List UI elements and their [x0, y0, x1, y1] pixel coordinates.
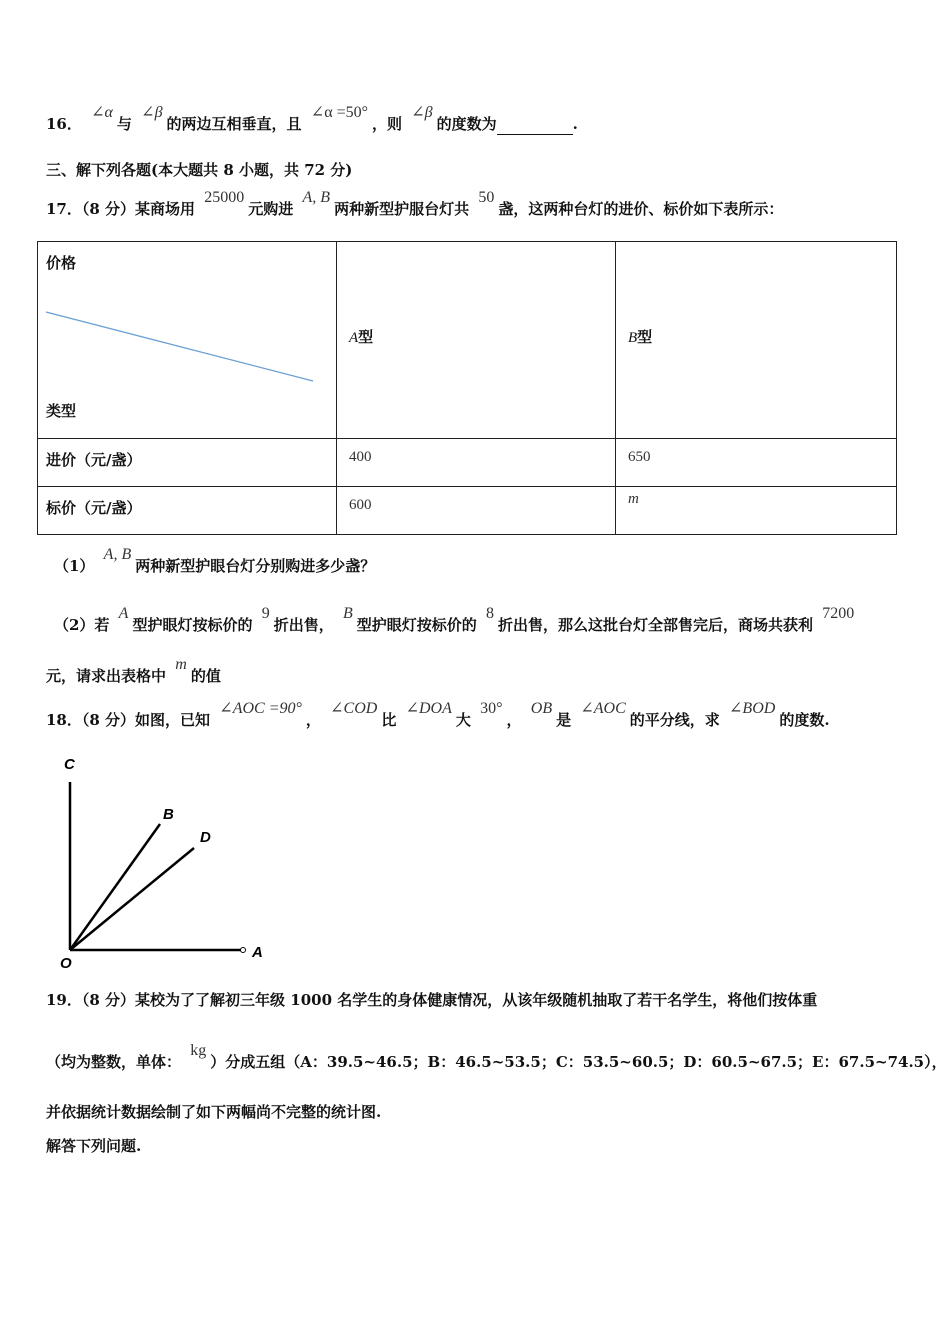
q17-part2-cont: 元，请求出表格中 m的值: [46, 656, 221, 685]
row-label-cost: 进价（元/盏）: [38, 439, 337, 487]
question-19-line1: 19．（8 分）某校为了了解初三年级 1000 名学生的身体健康情况，从该年级随机抽取了若干名学生，将他们按体重: [46, 991, 818, 1009]
cell-price-b: m: [616, 487, 897, 535]
angle-figure: [55, 752, 275, 977]
answer-blank: [497, 120, 573, 135]
point-a: [241, 948, 246, 953]
row-label-price: 标价（元/盏）: [38, 487, 337, 535]
q17-part2: （2）若 A型护眼灯按标价的 9折出售， B型护眼灯按标价的 8折出售，那么这批台灯全部售完后，商场共获利 7200: [54, 605, 855, 634]
question-19-line3: 并依据统计数据绘制了如下两幅尚不完整的统计图.: [46, 1103, 382, 1121]
angle-alpha: ∠α: [91, 104, 113, 121]
angle-beta-2: ∠β: [411, 104, 433, 121]
label-a: A: [252, 944, 263, 961]
question-17: 17．（8 分）某商场用 25000元购进 A, B两种新型护服台灯共 50盏，这两种台灯的进价、标价如下表所示：: [46, 189, 784, 218]
label-c: C: [64, 756, 75, 773]
section-heading: 三、解下列各题(本大题共 8 小题，共 72 分): [46, 161, 353, 179]
col-header-a: A型: [337, 242, 616, 439]
label-b: B: [163, 806, 174, 823]
col-header-b: B型: [616, 242, 897, 439]
angle-beta: ∠β: [141, 104, 163, 121]
label-d: D: [200, 829, 211, 846]
corner-cell: 价格 类型: [38, 242, 337, 439]
price-table: [37, 241, 897, 535]
question-18: 18．（8 分）如图，已知 ∠AOC =90°， ∠COD比 ∠DOA大 30°， OB是 ∠AOC的平分线，求 ∠BOD的度数.: [46, 700, 830, 729]
cell-cost-a: 400: [337, 439, 616, 487]
question-16: 16． ∠α与 ∠β的两边互相垂直，且 ∠α =50°，则 ∠β的度数为 .: [46, 104, 578, 133]
label-o: O: [60, 955, 72, 972]
angle-alpha-value: ∠α =50°: [310, 104, 369, 121]
diagonal-line: [38, 242, 336, 438]
question-19-line4: 解答下列问题.: [46, 1137, 142, 1155]
cell-price-a: 600: [337, 487, 616, 535]
question-19-line2: （均为整数，单体： kg）分成五组（A：39.5~46.5；B：46.5~53.5；C：53.5~60.5；D：60.5~67.5；E：67.5~74.5），: [46, 1042, 947, 1071]
q17-part1: （1） A, B两种新型护眼台灯分别购进多少盏？: [54, 546, 376, 575]
cell-cost-b: 650: [616, 439, 897, 487]
